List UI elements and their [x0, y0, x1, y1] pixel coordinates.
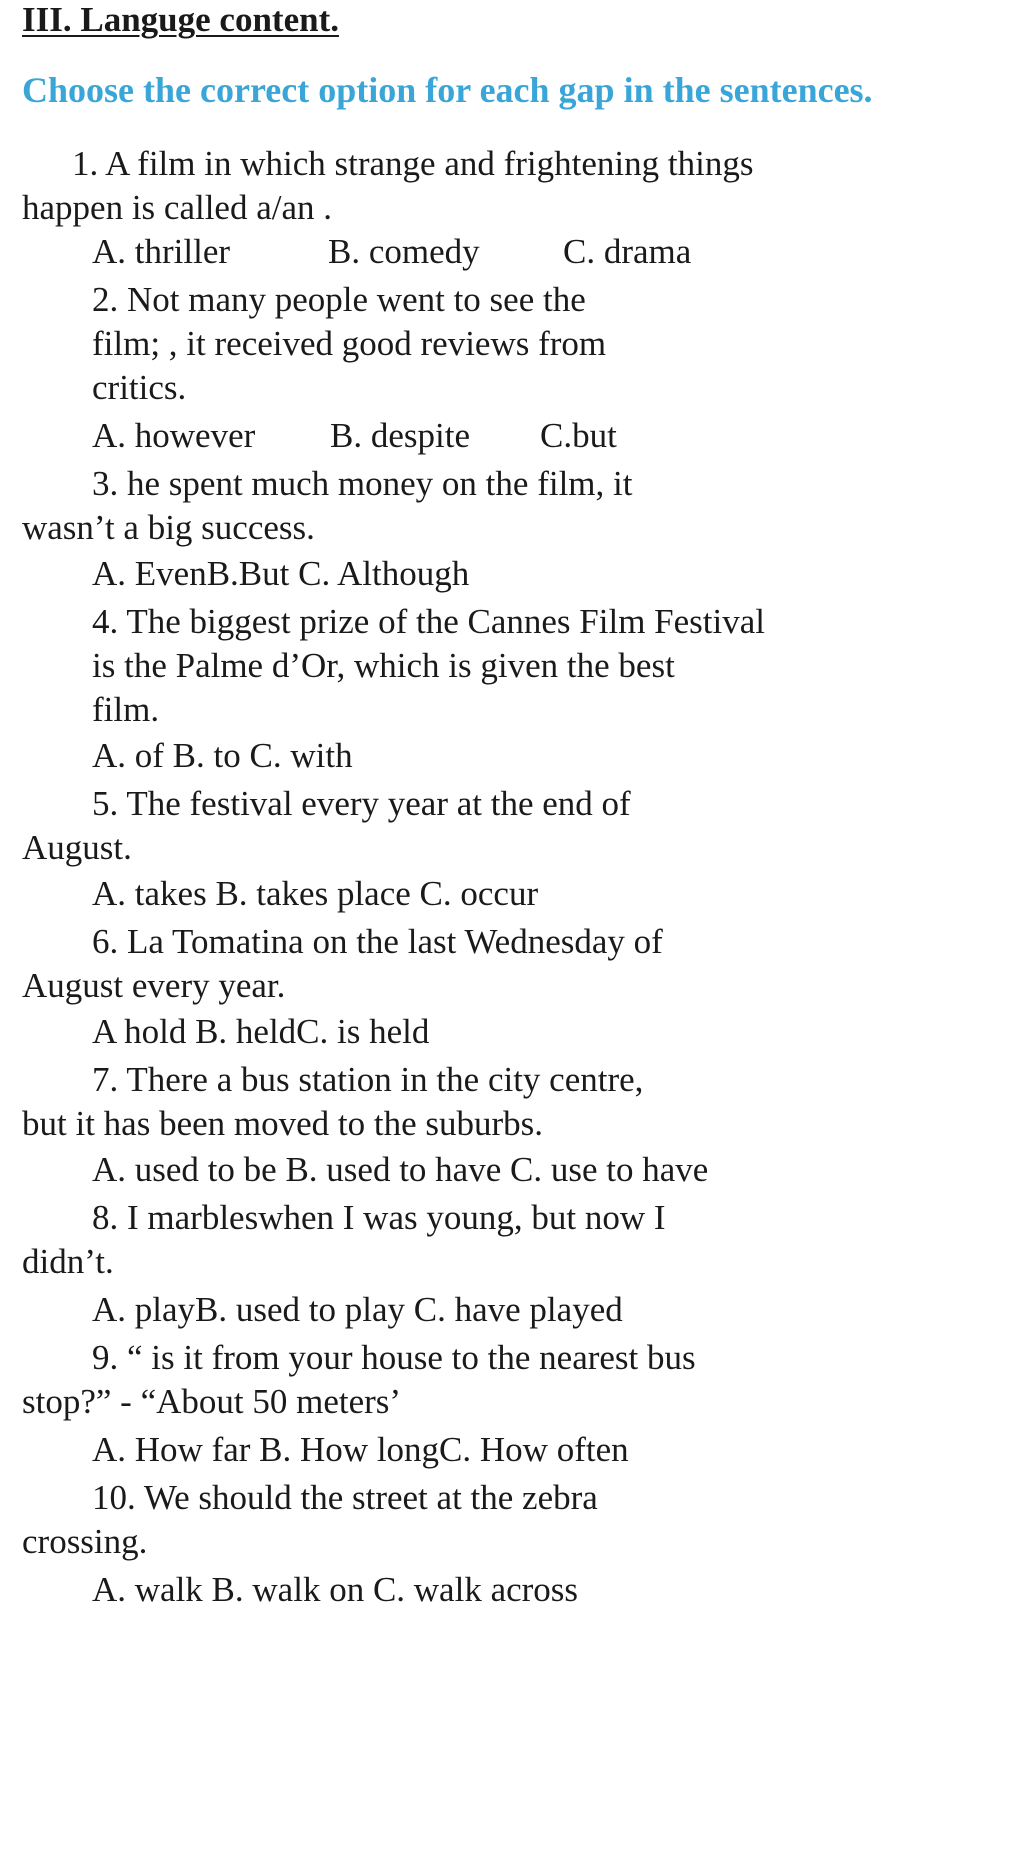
- question-4-line-1: 4. The biggest prize of the Cannes Film Festival: [92, 602, 765, 641]
- question-3-options[interactable]: A. EvenB.But C. Although: [92, 554, 470, 593]
- question-4-line-2: is the Palme d’Or, which is given the best: [92, 646, 675, 685]
- question-6-line-1: 6. La Tomatina on the last Wednesday of: [92, 922, 663, 961]
- question-1-option-a[interactable]: A. thriller: [92, 232, 231, 271]
- question-7-line-1: 7. There a bus station in the city centre,: [92, 1060, 644, 1099]
- question-10-options[interactable]: A. walk B. walk on C. walk across: [92, 1570, 579, 1609]
- section-title: III. Languge content.: [22, 0, 339, 39]
- question-2-line-1: 2. Not many people went to see the: [92, 280, 586, 319]
- question-7-line-2: but it has been moved to the suburbs.: [22, 1104, 544, 1143]
- question-10-line-2: crossing.: [22, 1522, 148, 1561]
- question-8-line-2: didn’t.: [22, 1242, 114, 1281]
- question-6-options[interactable]: A hold B. heldC. is held: [92, 1012, 430, 1051]
- question-5-options[interactable]: A. takes B. takes place C. occur: [92, 874, 539, 913]
- question-6-line-2: August every year.: [22, 966, 286, 1005]
- instruction-text: Choose the correct option for each gap in the sentences.: [22, 70, 873, 110]
- question-1-option-b[interactable]: B. comedy: [328, 232, 480, 271]
- question-2-option-b[interactable]: B. despite: [330, 416, 470, 455]
- question-3-line-1: 3. he spent much money on the film, it: [92, 464, 633, 503]
- question-2-line-3: critics.: [92, 368, 187, 407]
- question-9-options[interactable]: A. How far B. How longC. How often: [92, 1430, 629, 1469]
- question-4-options[interactable]: A. of B. to C. with: [92, 736, 353, 775]
- question-2-option-a[interactable]: A. however: [92, 416, 256, 455]
- question-4-line-3: film.: [92, 690, 160, 729]
- question-5-line-2: August.: [22, 828, 132, 867]
- question-7-options[interactable]: A. used to be B. used to have C. use to have: [92, 1150, 709, 1189]
- question-9-line-1: 9. “ is it from your house to the nearest bus: [92, 1338, 696, 1377]
- question-2-line-2: film; , it received good reviews from: [92, 324, 607, 363]
- question-8-options[interactable]: A. playB. used to play C. have played: [92, 1290, 623, 1329]
- question-10-line-1: 10. We should the street at the zebra: [92, 1478, 598, 1517]
- question-2-option-c[interactable]: C.but: [540, 416, 617, 455]
- question-1-line-1: 1. A film in which strange and frightening things: [72, 144, 754, 183]
- question-1-option-c[interactable]: C. drama: [563, 232, 692, 271]
- question-5-line-1: 5. The festival every year at the end of: [92, 784, 631, 823]
- question-1-line-2: happen is called a/an .: [22, 188, 333, 227]
- question-3-line-2: wasn’t a big success.: [22, 508, 315, 547]
- question-8-line-1: 8. I marbleswhen I was young, but now I: [92, 1198, 666, 1237]
- question-9-line-2: stop?” - “About 50 meters’: [22, 1382, 402, 1421]
